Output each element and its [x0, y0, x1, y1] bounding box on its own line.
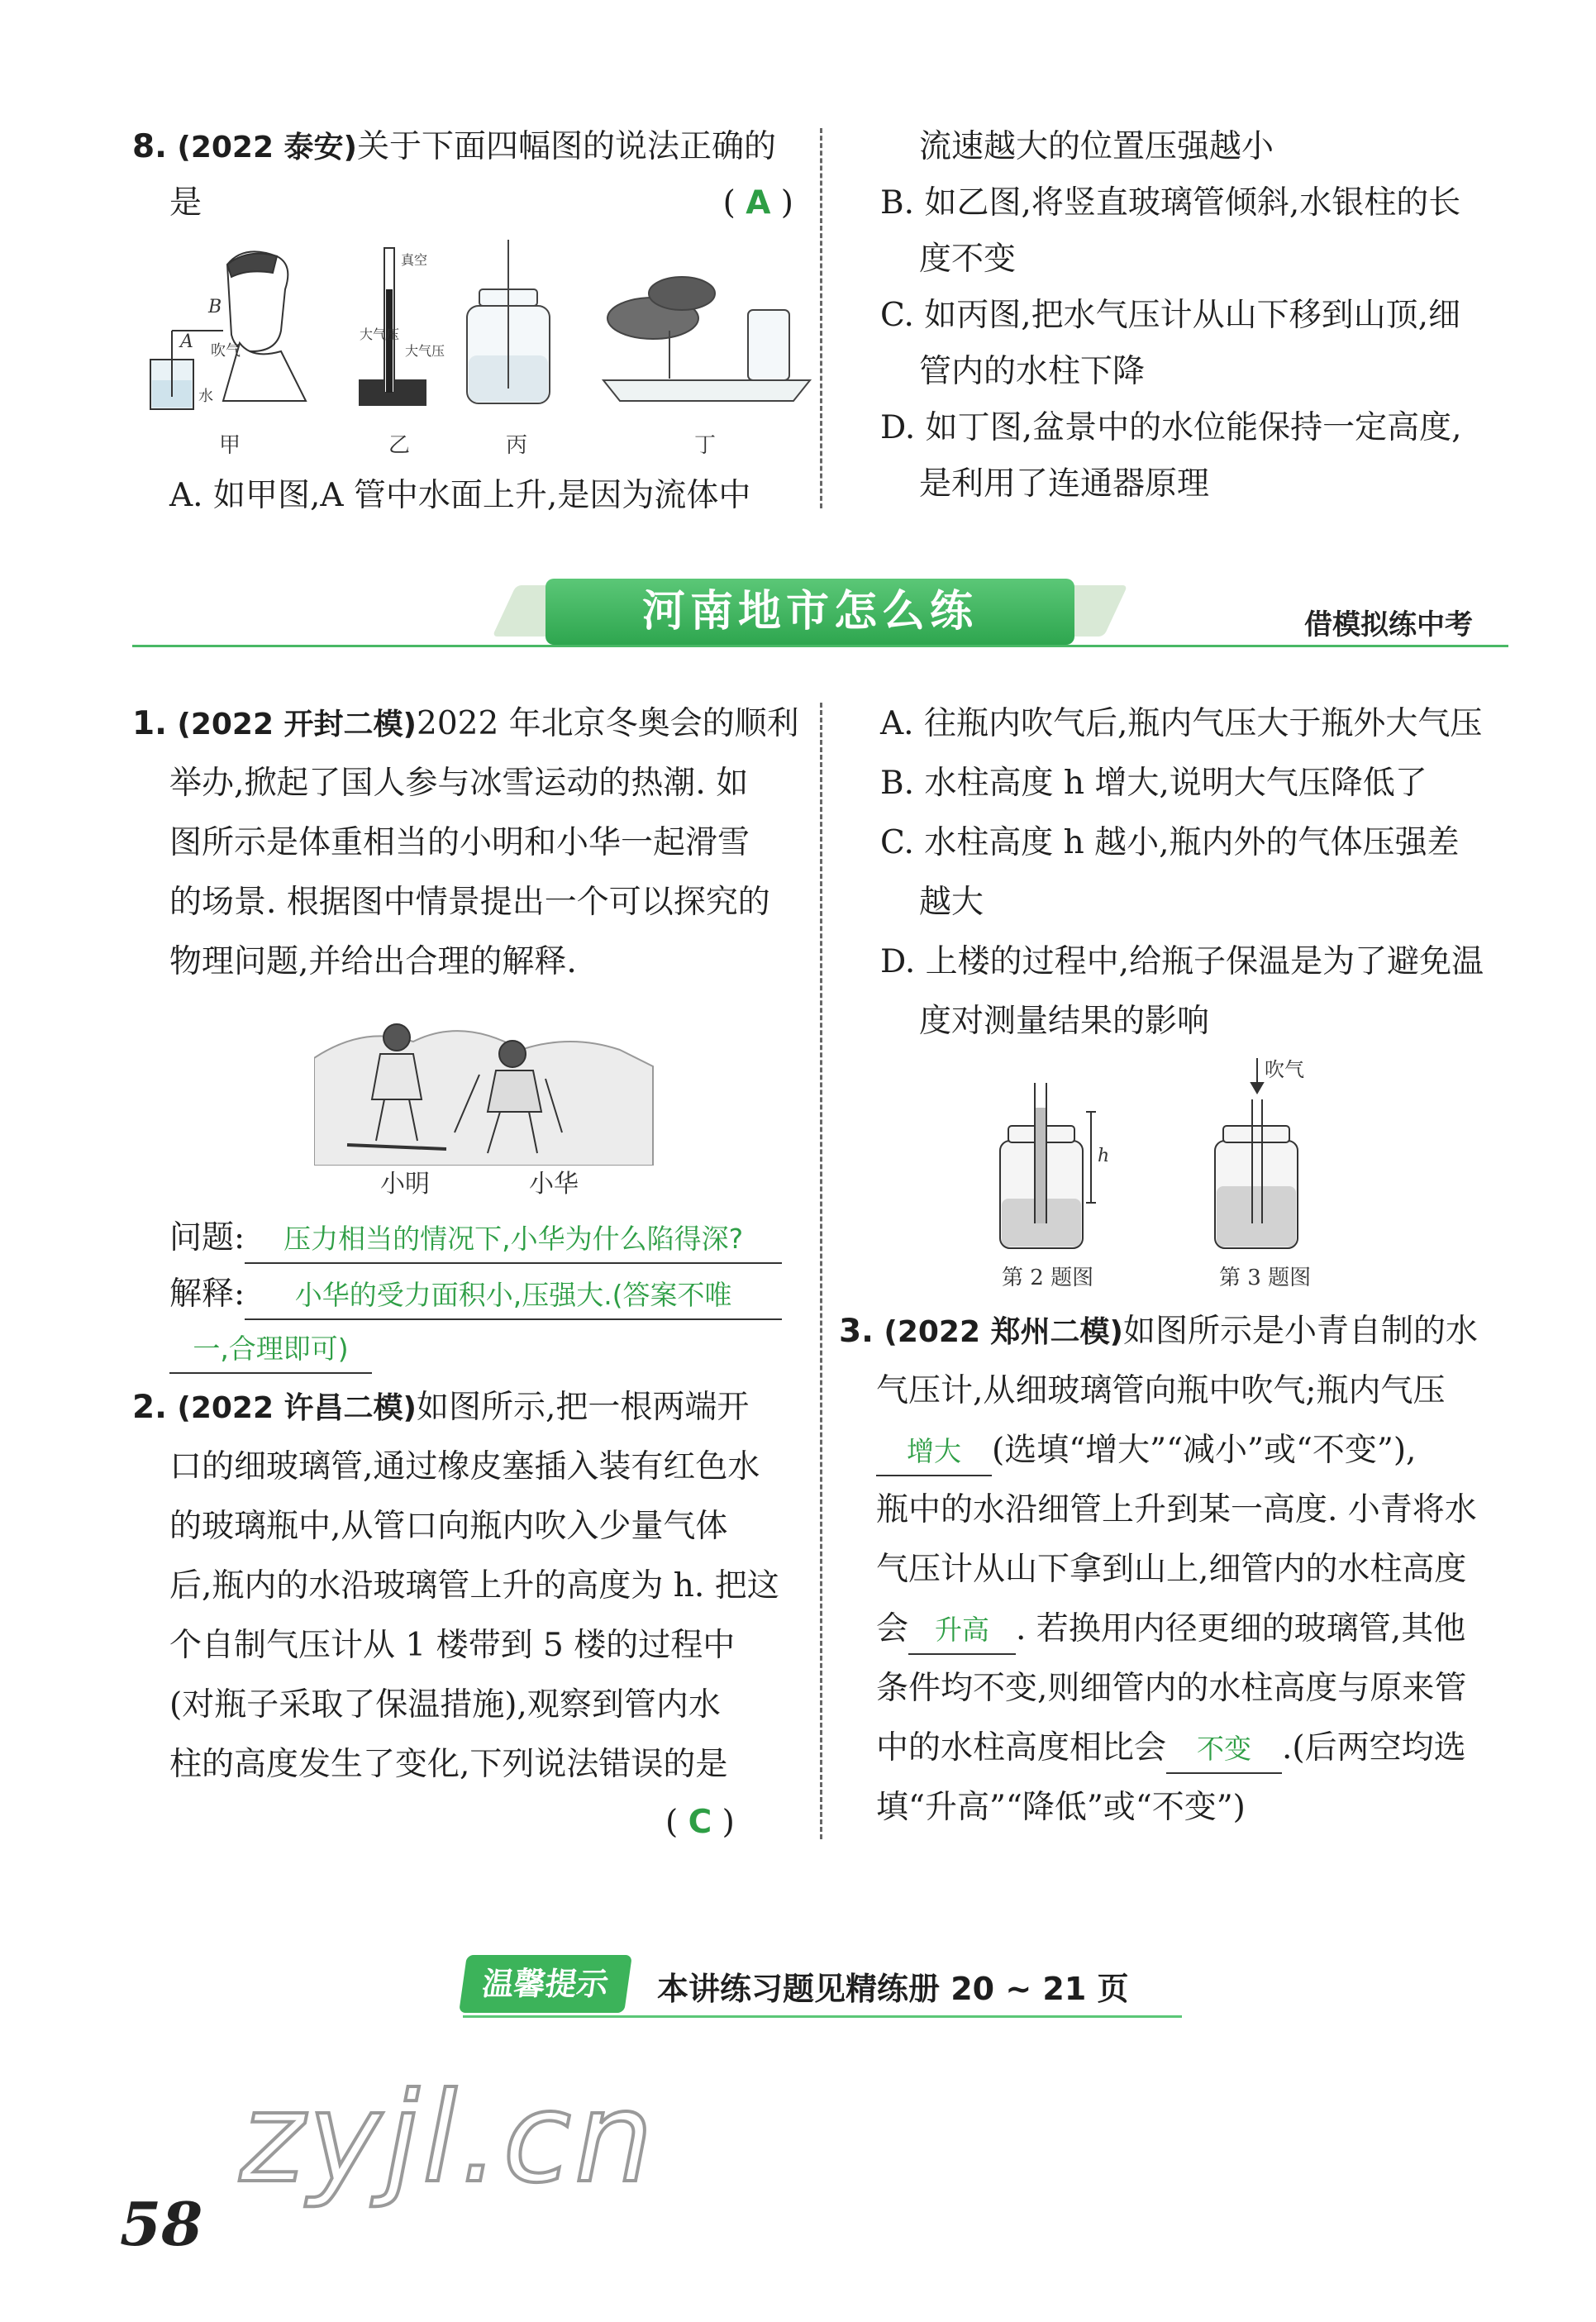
q1-text-1: 举办,掀起了国人参与冰雪运动的热潮. 如: [169, 765, 749, 802]
q8-stem2: 是: [169, 184, 202, 222]
q3-line2: 气压计,从细玻璃管向瓶中吹气;瓶内气压: [876, 1372, 1446, 1409]
q2-text-4: 个自制气压计从 1 楼带到 5 楼的过程中: [169, 1627, 736, 1664]
q3-number: 3.: [839, 1313, 874, 1350]
watermark-logo: zyjl.cn: [240, 2067, 657, 2210]
q3-line4: 瓶中的水沿细管上升到某一高度. 小青将水: [876, 1491, 1477, 1528]
q3-fig-blow: 吹气: [1265, 1058, 1304, 1081]
q3-blank2: 升高: [908, 1607, 1016, 1655]
q1-explain-answer-1: 小华的受力面积小,压强大.(答案不唯: [245, 1272, 782, 1320]
section-banner: [504, 570, 1116, 651]
q3-blank3: 不变: [1166, 1726, 1282, 1774]
q8-answer: A: [746, 184, 771, 222]
q8-optD-2: 是利用了连通器原理: [919, 465, 1210, 503]
q2-number: 2.: [132, 1389, 167, 1426]
q2-text-2: 的玻璃瓶中,从管口向瓶内吹入少量气体: [169, 1508, 728, 1545]
tip-rule: [463, 2015, 1182, 2018]
fig-jia: [150, 251, 306, 409]
q1-number: 1.: [132, 705, 167, 742]
q3-line1-text: 如图所示是小青自制的水: [1123, 1313, 1479, 1350]
fig-bing: [467, 240, 550, 403]
q3-line6-pre: 会: [876, 1610, 909, 1647]
q3-line1: [839, 1309, 1478, 1356]
q3-line8-pre: 中的水柱高度相比会: [876, 1729, 1167, 1767]
q2-optD-1: D. 上楼的过程中,给瓶子保温是为了避免温: [880, 943, 1484, 980]
q8-number: 8.: [132, 128, 167, 165]
q2-line1: [132, 1385, 749, 1432]
q1-explain-answer-2: 一,合理即可): [169, 1326, 372, 1374]
q8-optA-2: 流速越大的位置压强越小: [919, 128, 1274, 165]
q2-fig-caption: 第 2 题图: [1002, 1266, 1094, 1290]
fig-text-atm1: 大气压: [360, 327, 400, 342]
q2-answer: C: [688, 1804, 712, 1841]
q2-q3-figures: [992, 1058, 1339, 1256]
q3-line8: [876, 1725, 1466, 1774]
q8-optA-1: A. 如甲图,A 管中水面上升,是因为流体中: [169, 477, 751, 514]
q3-line5: 气压计从山下拿到山上,细管内的水柱高度: [876, 1551, 1467, 1588]
q3-line6-after: . 若换用内径更细的玻璃管,其他: [1016, 1610, 1466, 1647]
tip-text: 本讲练习题见精练册 20 ~ 21 页: [657, 1971, 1129, 2007]
q2-optA: A. 往瓶内吹气后,瓶内气压大于瓶外大气压: [880, 705, 1483, 742]
q8-source: (2022 泰安): [177, 131, 357, 164]
q8-optB-1: B. 如乙图,将竖直玻璃管倾斜,水银柱的长: [880, 184, 1461, 222]
q2-optC-2: 越大: [919, 884, 984, 921]
q2-text-0: 如图所示,把一根两端开: [417, 1389, 750, 1426]
q8-optD-1: D. 如丁图,盆景中的水位能保持一定高度,: [880, 409, 1462, 446]
q8-stem-line1: [132, 124, 776, 171]
section-title: 河南地市怎么练: [545, 579, 1074, 645]
q8-optC-2: 管内的水柱下降: [919, 353, 1146, 390]
tip-badge: 温馨提示: [459, 1955, 632, 2013]
q2-optD-2: 度对测量结果的影响: [919, 1003, 1210, 1040]
q1-explain-row: [169, 1271, 782, 1320]
q1-question-row: [169, 1215, 782, 1264]
q3-line6: [876, 1606, 1465, 1655]
q1-question-answer: 压力相当的情况下,小华为什么陷得深?: [245, 1216, 782, 1264]
q2-text-3: 后,瓶内的水沿玻璃管上升的高度为 h. 把这: [169, 1567, 779, 1604]
q1-text-4: 物理问题,并给出合理的解释.: [169, 943, 577, 980]
q8-optC-1: C. 如丙图,把水气压计从山下移到山顶,细: [880, 297, 1461, 334]
q1-fig-label-xiaohua: 小华: [529, 1170, 579, 1199]
q2-text-6: 柱的高度发生了变化,下列说法错误的是: [169, 1746, 728, 1783]
q8-optB-2: 度不变: [919, 241, 1017, 278]
fig-text-blow: 吹气: [211, 342, 241, 360]
q1-explain-row2: [169, 1325, 372, 1374]
q3-fig-caption: 第 3 题图: [1219, 1266, 1312, 1290]
page-number: 58: [120, 2189, 203, 2259]
q1-line1: [132, 701, 799, 748]
q2-text-1: 口的细玻璃管,通过橡皮塞插入装有红色水: [169, 1448, 760, 1485]
q1-text-2: 图所示是体重相当的小明和小华一起滑雪: [169, 824, 750, 861]
q8-answer-bracket: ( A ): [722, 184, 793, 222]
q8-fig-label-ding: 丁: [694, 433, 717, 458]
fig-text-B: B: [208, 297, 222, 317]
q8-figure: [141, 240, 818, 446]
fig-text-water: 水: [198, 388, 213, 405]
q3-line8-after: .(后两空均选: [1282, 1729, 1466, 1767]
q2-source: (2022 许昌二模): [177, 1391, 417, 1425]
fig-ding: [603, 277, 810, 401]
q1-text-0: 2022 年北京冬奥会的顺利: [417, 705, 799, 742]
q3-line9: 填“升高”“降低”或“不变”): [876, 1789, 1246, 1826]
q3-line3: [876, 1428, 1416, 1476]
q3-source: (2022 郑州二模): [884, 1315, 1123, 1349]
q1-explain-label: 解释:: [169, 1275, 245, 1313]
q3-line3-after: (选填“增大”“减小”或“不变”),: [992, 1432, 1417, 1469]
q1-text-3: 的场景. 根据图中情景提出一个可以探究的: [169, 884, 770, 921]
q8-stem1: 关于下面四幅图的说法正确的: [357, 128, 777, 165]
q1-source: (2022 开封二模): [177, 708, 417, 741]
q3-line7: 条件均不变,则细管内的水柱高度与原来管: [876, 1670, 1467, 1707]
q8-fig-label-yi: 乙: [388, 433, 411, 458]
q2-optC-1: C. 水柱高度 h 越小,瓶内外的气体压强差: [880, 824, 1460, 861]
q8-stem-line2: [169, 180, 793, 226]
q8-fig-label-jia: 甲: [219, 433, 241, 458]
q1-ski-figure: [314, 1008, 661, 1166]
column-divider-bottom: [820, 703, 822, 1839]
q2-fig-h: h: [1098, 1146, 1110, 1166]
column-divider-top: [820, 128, 822, 508]
q1-fig-label-xiaoming: 小明: [380, 1170, 430, 1199]
section-subtitle: 借模拟练中考: [1304, 608, 1473, 641]
fig-text-vacuum: 真空: [401, 252, 428, 268]
q8-fig-label-bing: 丙: [506, 433, 528, 458]
q3-blank1: 增大: [876, 1428, 992, 1476]
q2-text-5: (对瓶子采取了保温措施),观察到管内水: [169, 1686, 721, 1724]
q2-answer-bracket: ( C ): [665, 1804, 735, 1841]
fig-text-A: A: [180, 331, 193, 352]
fig-text-atm2: 大气压: [405, 343, 445, 359]
q1-question-label: 问题:: [169, 1219, 245, 1256]
q2-optB: B. 水柱高度 h 增大,说明大气压降低了: [880, 765, 1427, 802]
